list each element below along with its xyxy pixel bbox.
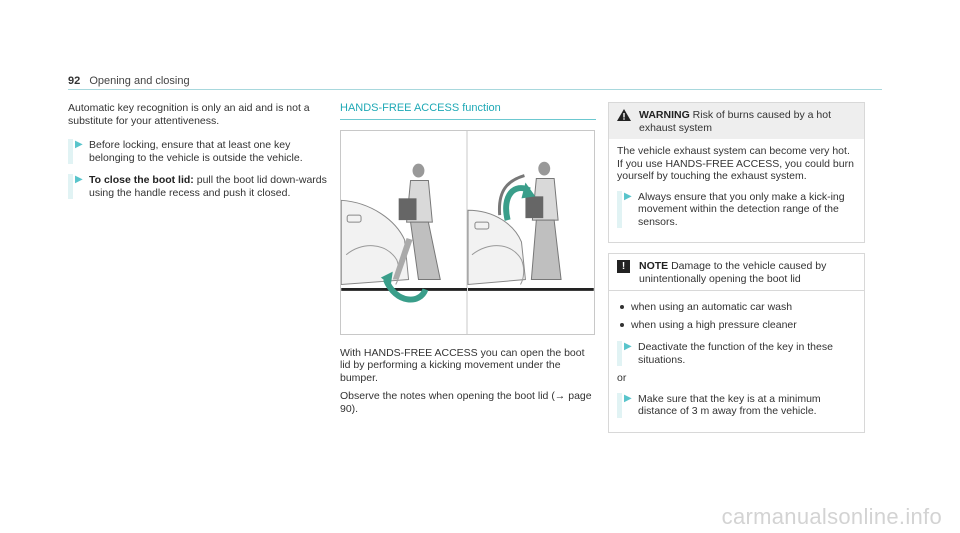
left-column (68, 102, 328, 209)
warning-triangle-icon (617, 109, 639, 134)
step-text: Make sure that the key is at a minimum distance of 3 m away from the vehicle. (638, 392, 821, 417)
hands-free-access-figure (340, 130, 595, 335)
intro-paragraph: Automatic key recognition is only an aid and is not a substitute for your attentiveness. (68, 102, 310, 127)
page-number: 92 (68, 75, 81, 87)
page-header (68, 75, 190, 88)
step-text: Before locking, ensure that at least one key belonging to the vehicle is outside the vehicle. (89, 139, 303, 164)
warning-body (609, 139, 864, 242)
note-label: NOTE (639, 260, 669, 272)
list-item: when using a high pressure cleaner (617, 319, 856, 332)
warning-label: WARNING (639, 109, 690, 121)
warning-box (608, 102, 865, 243)
figure-description (340, 347, 596, 416)
section-title: HANDS-FREE ACCESS function (340, 102, 596, 120)
note-exclamation-icon: ! (617, 260, 639, 285)
step-text-wrap (89, 174, 328, 199)
warning-header (609, 103, 864, 139)
note-box (608, 253, 865, 433)
note-step-2 (617, 393, 856, 418)
note-bullets (617, 301, 856, 331)
description-para-2: Observe the notes when opening the boot lid (→ page 90). (340, 390, 592, 415)
note-step-1 (617, 341, 856, 366)
watermark: carmanualsonline.info (721, 503, 942, 529)
arrow-icon: ▶ (624, 392, 632, 404)
step-text: pull the boot lid down-wards using the handle recess and push it closed. (89, 174, 327, 199)
right-column (608, 102, 865, 443)
step-text: Always ensure that you only make a kick-ing movement within the detection range of the sensors. (638, 190, 845, 228)
warning-title: Risk of burns caused by a hot exhaust system (639, 109, 831, 134)
kick-illustration (341, 131, 594, 334)
list-item: when using an automatic car wash (617, 301, 856, 314)
warning-text: The vehicle exhaust system can become very hot. If you use HANDS-FREE ACCESS, you could burn yourself by touching the exhaust system. (617, 145, 854, 182)
arrow-icon: ▶ (624, 341, 632, 352)
arrow-icon: ▶ (624, 190, 632, 202)
step-before-locking (68, 139, 328, 164)
step-text: Deactivate the function of the key in these situations. (638, 341, 833, 366)
arrow-icon: ▶ (75, 174, 83, 185)
step-bold-label: To close the boot lid: (89, 174, 194, 186)
or-label: or (617, 372, 627, 384)
note-title: Damage to the vehicle caused by unintentionally opening the boot lid (639, 260, 827, 285)
note-body (609, 290, 864, 432)
middle-column (340, 102, 596, 421)
note-header (609, 254, 864, 290)
section-name: Opening and closing (89, 75, 190, 87)
arrow-icon: ▶ (75, 139, 83, 150)
step-close-boot-lid (68, 174, 328, 199)
note-heading (639, 260, 856, 285)
header-divider (68, 89, 882, 90)
warning-step (617, 191, 856, 229)
description-para-1: With HANDS-FREE ACCESS you can open the boot lid by performing a kicking movement under the bumper. (340, 346, 585, 384)
warning-heading (639, 109, 856, 134)
